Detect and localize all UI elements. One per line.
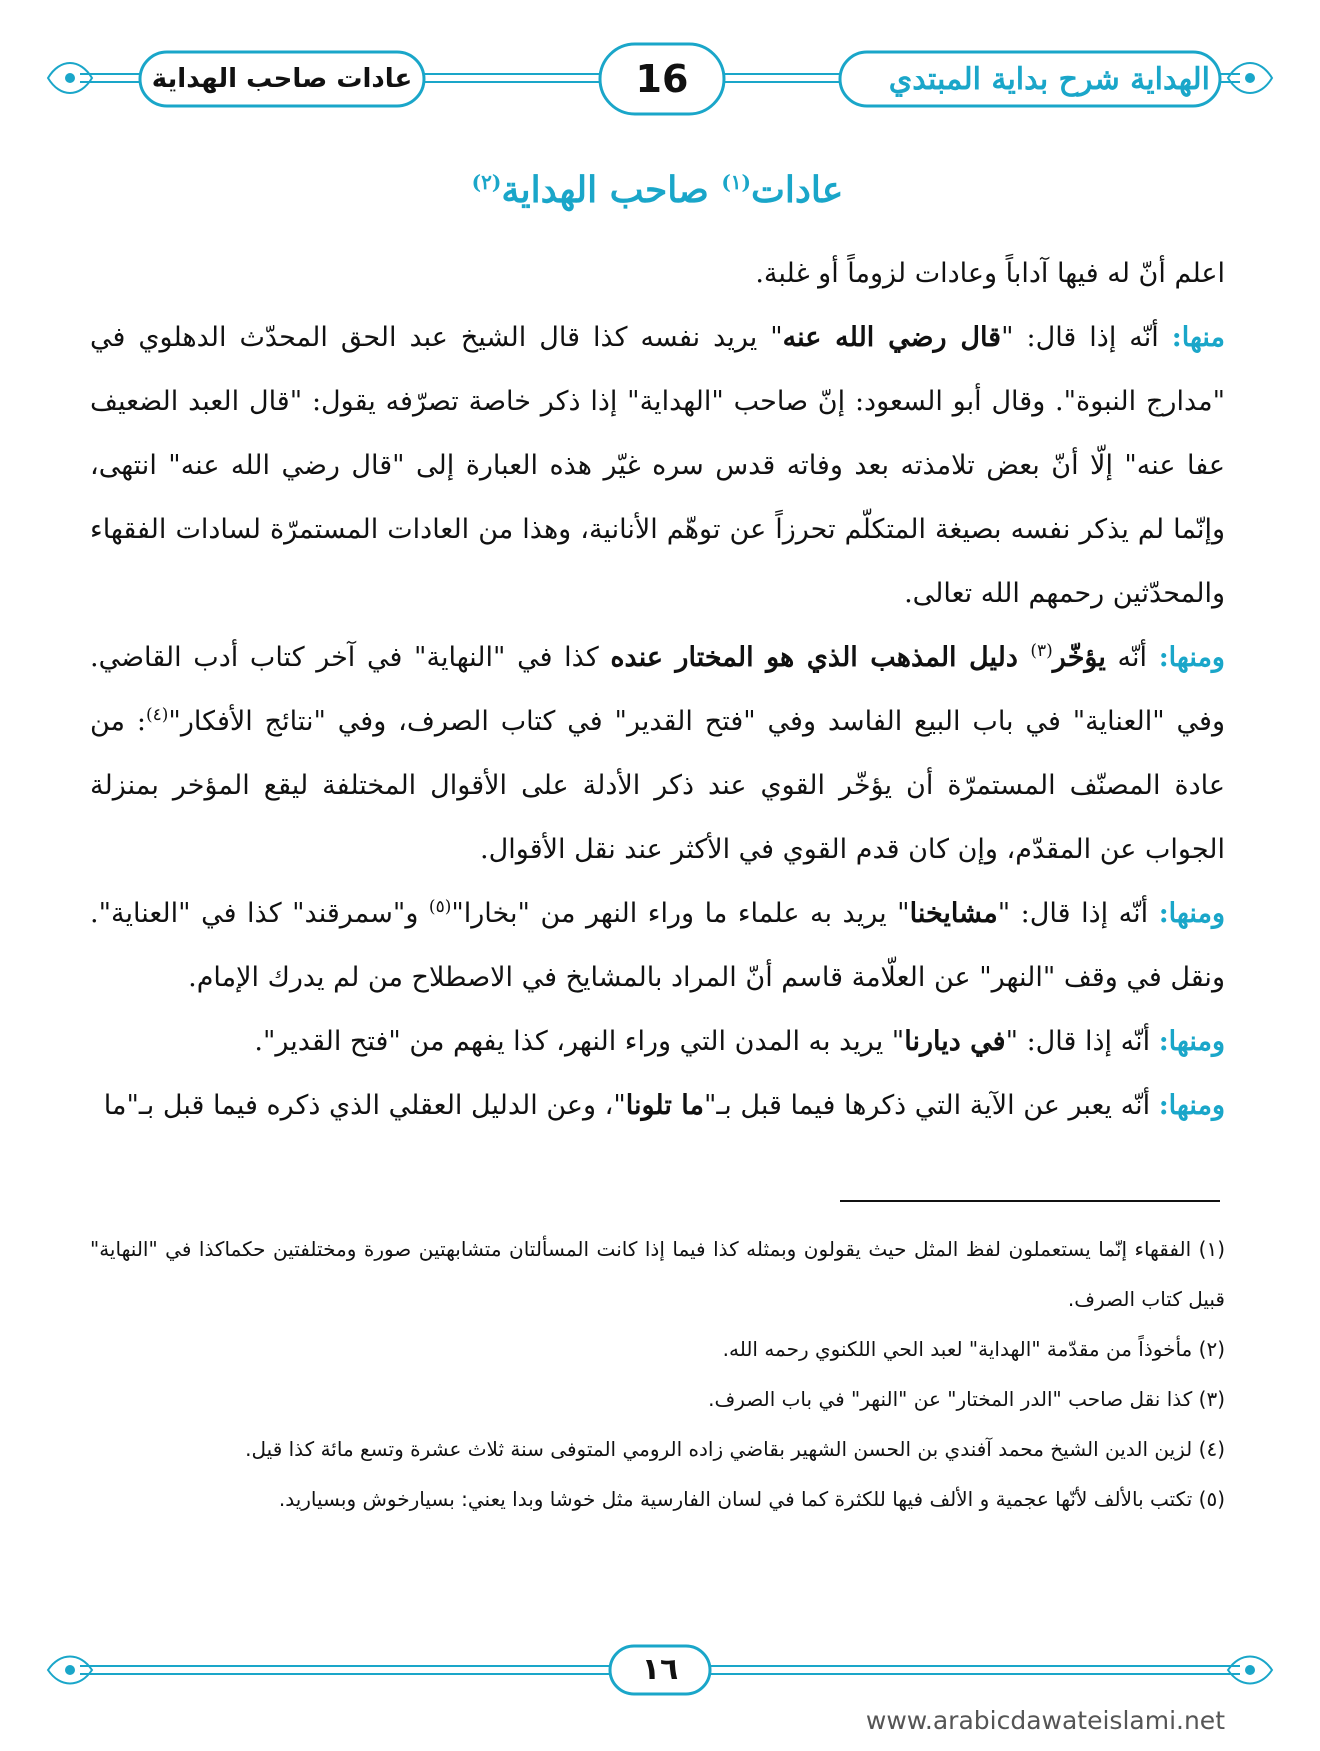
paragraph-3-text-1: أنّه إذا قال: " [997, 898, 1159, 929]
paragraph-2-bold-1: يؤخّر [1052, 642, 1106, 673]
footnote-2: (٢) مأخوذاً من مقدّمة "الهداية" لعبد الحي اللكنوي رحمه الله. [722, 1337, 1225, 1361]
page-title [90, 168, 1225, 212]
page-header [40, 36, 1280, 120]
footnote-ref-5: (٥) [428, 897, 452, 917]
footnote-ref-4: (٤) [145, 705, 169, 725]
page-footer [40, 1640, 1280, 1700]
paragraph-3-text-2: " يريد به علماء ما وراء النهر من "بخارا" [451, 898, 910, 929]
paragraph-3 [90, 882, 1225, 1010]
footnote-ref-3: (٣) [1030, 641, 1053, 661]
paragraph-2-lead: ومنها: [1158, 642, 1225, 673]
main-content [90, 150, 1225, 1138]
footnote-4: (٤) لزين الدين الشيخ محمد آفندي بن الحسن الشهير بقاضي زاده الرومي المتوفى سنة ثلاث عشرة وتسع مائة كذا قيل. [245, 1437, 1225, 1461]
intro-paragraph: اعلم أنّ له فيها آداباً وعادات لزوماً أو غلبة. [755, 258, 1225, 289]
title-part-2: صاحب الهداية [501, 169, 722, 211]
paragraph-3-lead: ومنها: [1158, 898, 1225, 929]
paragraph-2-text-3: : من عادة المصنّف المستمرّة أن يؤخّر القوي عند ذكر الأدلة على الأقوال المختلفة ليقع المؤخر بمنزلة الجواب عن المقدّم، وإن كان قدم القوي في الأكثر عند نقل الأقوال. [90, 706, 1225, 865]
footnote-3: (٣) كذا نقل صاحب "الدر المختار" عن "النهر" في باب الصرف. [708, 1387, 1225, 1411]
website-link[interactable]: www.arabicdawateislami.net [865, 1706, 1225, 1735]
header-page-number: 16 [635, 57, 689, 101]
paragraph-1-text-1: أنّه إذا قال: " [1001, 322, 1172, 353]
paragraph-2-text-1: أنّه [1105, 642, 1159, 673]
title-part-1: عادات [751, 169, 844, 211]
footnote-divider [840, 1200, 1220, 1202]
paragraph-1-bold-1: قال رضي الله عنه [782, 322, 1002, 353]
paragraph-5-text-2: "، وعن الدليل العقلي الذي ذكره فيما قبل بـ"ما [103, 1090, 626, 1121]
paragraph-4-text-1: أنّه إذا قال: " [1005, 1026, 1159, 1057]
header-book-title: الهداية شرح بداية المبتدي [888, 62, 1210, 97]
paragraph-5-lead: ومنها: [1158, 1090, 1225, 1121]
paragraph-1 [90, 306, 1225, 626]
title-footnote-ref-1: (١) [721, 170, 751, 194]
paragraph-3-bold-1: مشايخنا [909, 898, 998, 929]
footnote-1: (١) الفقهاء إنّما يستعملون لفظ المثل حيث يقولون وبمثله كذا فيما إذا كانت المسألتان متشابهتين صورة ومختلفتين حكماكذا في "النهاية" قبيل كتاب الصرف. [90, 1237, 1225, 1311]
paragraph-5 [90, 1074, 1225, 1138]
footnote-5: (٥) تكتب بالألف لأنّها عجمية و الألف فيها للكثرة كما في لسان الفارسية مثل خوشا وبدا يعني: بسيارخوش وبسياريد. [278, 1487, 1225, 1511]
paragraph-2-bold-2: دليل المذهب الذي هو المختار عنده [610, 642, 1031, 673]
paragraph-4-lead: ومنها: [1158, 1026, 1225, 1057]
paragraph-1-lead: منها: [1171, 322, 1225, 353]
paragraph-3-text-3: و"سمرقند" كذا في "العناية". ونقل في وقف "النهر" عن العلّامة قاسم أنّ المراد بالمشايخ في الاصطلاح من لم يدرك الإمام. [90, 898, 1225, 993]
paragraph-4 [90, 1010, 1225, 1074]
footnotes [90, 1224, 1225, 1524]
header-section-title: عادات صاحب الهداية [151, 64, 413, 94]
paragraph-1-text-2: " يريد نفسه كذا قال الشيخ عبد الحق المحدّث الدهلوي في "مدارج النبوة". وقال أبو السعود: إنّ صاحب "الهداية" إذا ذكر خاصة تصرّفه يقول: "قال العبد الضعيف عفا عنه" إلّا أنّ بعض تلامذته بعد وفاته قدس سره غيّر هذه العبارة إلى "قال رضي الله عنه" انتهى، وإنّما لم يذكر نفسه بصيغة المتكلّم تحرزاً عن توهّم الأنانية، وهذا من العادات المستمرّة لسادات الفقهاء والمحدّثين رحمهم الله تعالى. [90, 322, 1225, 609]
paragraph-5-text-1: أنّه يعبر عن الآية التي ذكرها فيما قبل بـ" [703, 1090, 1159, 1121]
paragraph-2-text-2: كذا في "النهاية" في آخر كتاب أدب القاضي. وفي "العناية" في باب البيع الفاسد وفي "فتح القدير" في كتاب الصرف، وفي "نتائج الأفكار" [90, 642, 1225, 737]
paragraph-2 [90, 626, 1225, 882]
paragraph-4-text-2: " يريد به المدن التي وراء النهر، كذا يفهم من "فتح القدير". [254, 1026, 905, 1057]
title-footnote-ref-2: (٢) [471, 170, 502, 194]
paragraph-4-bold-1: في ديارنا [904, 1026, 1006, 1057]
paragraph-5-bold-1: ما تلونا [625, 1090, 704, 1121]
footer-page-number: ١٦ [641, 1652, 679, 1687]
